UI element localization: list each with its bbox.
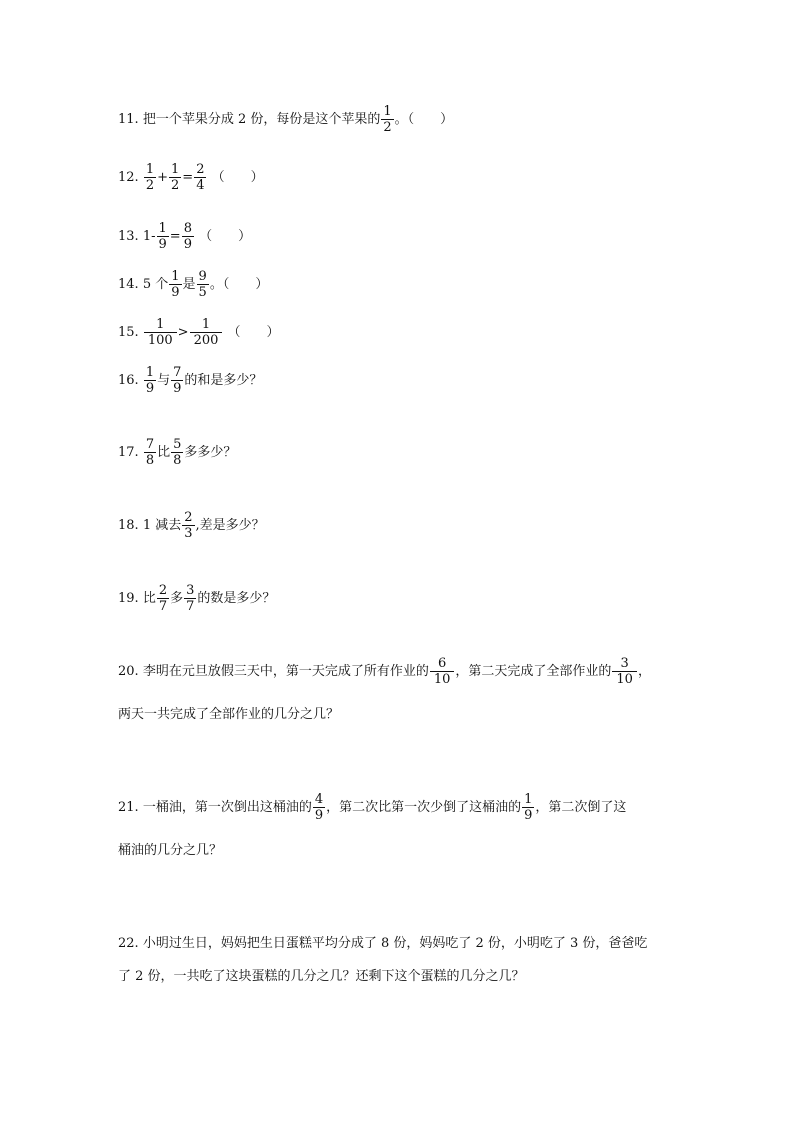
numerator: 2: [196, 162, 205, 177]
numerator: 3: [186, 583, 195, 598]
question-14: [118, 269, 268, 300]
operand: 1-: [142, 228, 156, 244]
numerator: 3: [620, 656, 629, 671]
question-11: [118, 104, 453, 135]
denominator: 9: [145, 381, 155, 396]
numerator: 4: [314, 792, 324, 807]
question-text: ，第二次比第一次少倒了这桶油的: [326, 799, 522, 815]
fraction: [190, 317, 223, 348]
operator: +: [157, 169, 169, 185]
denominator: 7: [186, 599, 195, 614]
fraction: [144, 162, 156, 193]
question-text: 1 减去: [142, 517, 182, 533]
question-text: 是: [182, 276, 196, 292]
denominator: 4: [196, 178, 205, 193]
question-text: 多多少？: [184, 444, 237, 460]
denominator: 3: [184, 526, 193, 541]
question-text: 比: [142, 590, 156, 606]
fraction: [612, 656, 637, 687]
fraction: [157, 221, 169, 252]
denominator: 7: [158, 599, 168, 614]
numerator: 6: [437, 656, 447, 671]
denominator: 8: [145, 453, 155, 468]
question-text: 把一个苹果分成 2 份，每份是这个苹果的: [142, 111, 381, 127]
denominator: 9: [158, 237, 167, 252]
fraction: [197, 269, 209, 300]
answer-paren: （ ）: [211, 169, 264, 185]
denominator: 100: [147, 333, 173, 348]
question-text: 比: [157, 444, 171, 460]
denominator: 9: [171, 285, 180, 300]
question-text: 小明过生日，妈妈把生日蛋糕平均分成了 8 份，妈妈吃了 2 份，小明吃了 3 份，爸爸吃: [142, 936, 648, 951]
numerator: 1: [383, 104, 392, 119]
numerator: 7: [173, 365, 182, 380]
fraction: [144, 437, 156, 468]
fraction: [144, 317, 177, 348]
numerator: 1: [171, 162, 180, 177]
question-number: 22.: [118, 936, 139, 951]
numerator: 1: [145, 162, 155, 177]
question-text: ，第二天完成了全部作业的: [455, 663, 612, 679]
question-22: [118, 936, 647, 953]
question-number: 13.: [118, 228, 139, 244]
question-text: 一桶油，第一次倒出这桶油的: [142, 799, 312, 815]
numerator: 7: [145, 437, 155, 452]
question-text: 多: [170, 590, 184, 606]
numerator: 1: [524, 792, 533, 807]
question-text: 的数是多少？: [197, 590, 276, 606]
fraction: [194, 162, 206, 193]
question-number: 19.: [118, 590, 139, 606]
question-20-line-2: [118, 707, 339, 724]
question-number: 18.: [118, 517, 139, 533]
question-15: [118, 317, 280, 348]
denominator: 9: [183, 237, 192, 252]
question-17: [118, 437, 236, 468]
numerator: 2: [158, 583, 168, 598]
denominator: 10: [616, 672, 633, 687]
numerator: 1: [145, 365, 155, 380]
question-21: [118, 792, 626, 823]
question-text: 李明在元旦放假三天中，第一天完成了所有作业的: [142, 663, 429, 679]
question-text: ，第二次倒了这: [535, 799, 627, 815]
numerator: 1: [156, 317, 165, 332]
question-22-line-2: [118, 969, 525, 986]
question-number: 16.: [118, 372, 139, 388]
fraction: [182, 510, 194, 541]
question-number: 17.: [118, 444, 139, 460]
fraction: [169, 269, 181, 300]
denominator: 2: [171, 178, 180, 193]
question-number: 21.: [118, 799, 139, 815]
question-text: 两天一共完成了全部作业的几分之几？: [118, 707, 340, 722]
numerator: 5: [173, 437, 182, 452]
denominator: 200: [193, 333, 219, 348]
numerator: 1: [158, 221, 167, 236]
denominator: 9: [314, 808, 324, 823]
question-20: [118, 656, 651, 687]
denominator: 10: [433, 672, 451, 687]
numerator: 1: [201, 317, 211, 332]
question-number: 12.: [118, 169, 139, 185]
answer-paren: 。（ ）: [394, 111, 454, 127]
question-number: 20.: [118, 663, 139, 679]
operator: >: [177, 324, 189, 340]
question-text: 的和是多少？: [184, 372, 263, 388]
denominator: 2: [145, 178, 155, 193]
numerator: 2: [184, 510, 193, 525]
question-13: [118, 221, 251, 252]
fraction: [313, 792, 325, 823]
question-text: 5 个: [142, 276, 169, 292]
denominator: 9: [524, 808, 533, 823]
fraction: [430, 656, 455, 687]
question-text: 了 2 份，一共吃了这块蛋糕的几分之几？还剩下这个蛋糕的几分之几？: [118, 969, 525, 984]
question-text: 桶油的几分之几？: [118, 843, 223, 858]
fraction: [169, 162, 181, 193]
question-text: ，: [637, 663, 651, 679]
fraction: [381, 104, 393, 135]
fraction: [522, 792, 534, 823]
answer-paren: （ ）: [227, 324, 280, 340]
fraction: [144, 365, 156, 396]
fraction: [184, 583, 196, 614]
fraction: [171, 365, 183, 396]
operator: =: [182, 169, 194, 185]
numerator: 1: [171, 269, 180, 284]
denominator: 5: [198, 285, 207, 300]
numerator: 9: [198, 269, 207, 284]
denominator: 8: [173, 453, 182, 468]
question-18: [118, 510, 265, 541]
operator: =: [169, 228, 181, 244]
question-number: 15.: [118, 324, 139, 340]
answer-paren: （ ）: [199, 228, 252, 244]
question-12: [118, 162, 264, 193]
question-21-line-2: [118, 843, 222, 860]
answer-paren: 。（ ）: [209, 276, 269, 292]
numerator: 8: [183, 221, 192, 236]
fraction: [171, 437, 183, 468]
fraction: [157, 583, 169, 614]
question-16: [118, 365, 262, 396]
denominator: 2: [383, 120, 392, 135]
question-number: 14.: [118, 276, 139, 292]
question-text: ,差是多少？: [195, 517, 265, 533]
fraction: [182, 221, 194, 252]
denominator: 9: [173, 381, 182, 396]
question-text: 与: [157, 372, 171, 388]
question-number: 11.: [118, 111, 139, 127]
question-19: [118, 583, 275, 614]
